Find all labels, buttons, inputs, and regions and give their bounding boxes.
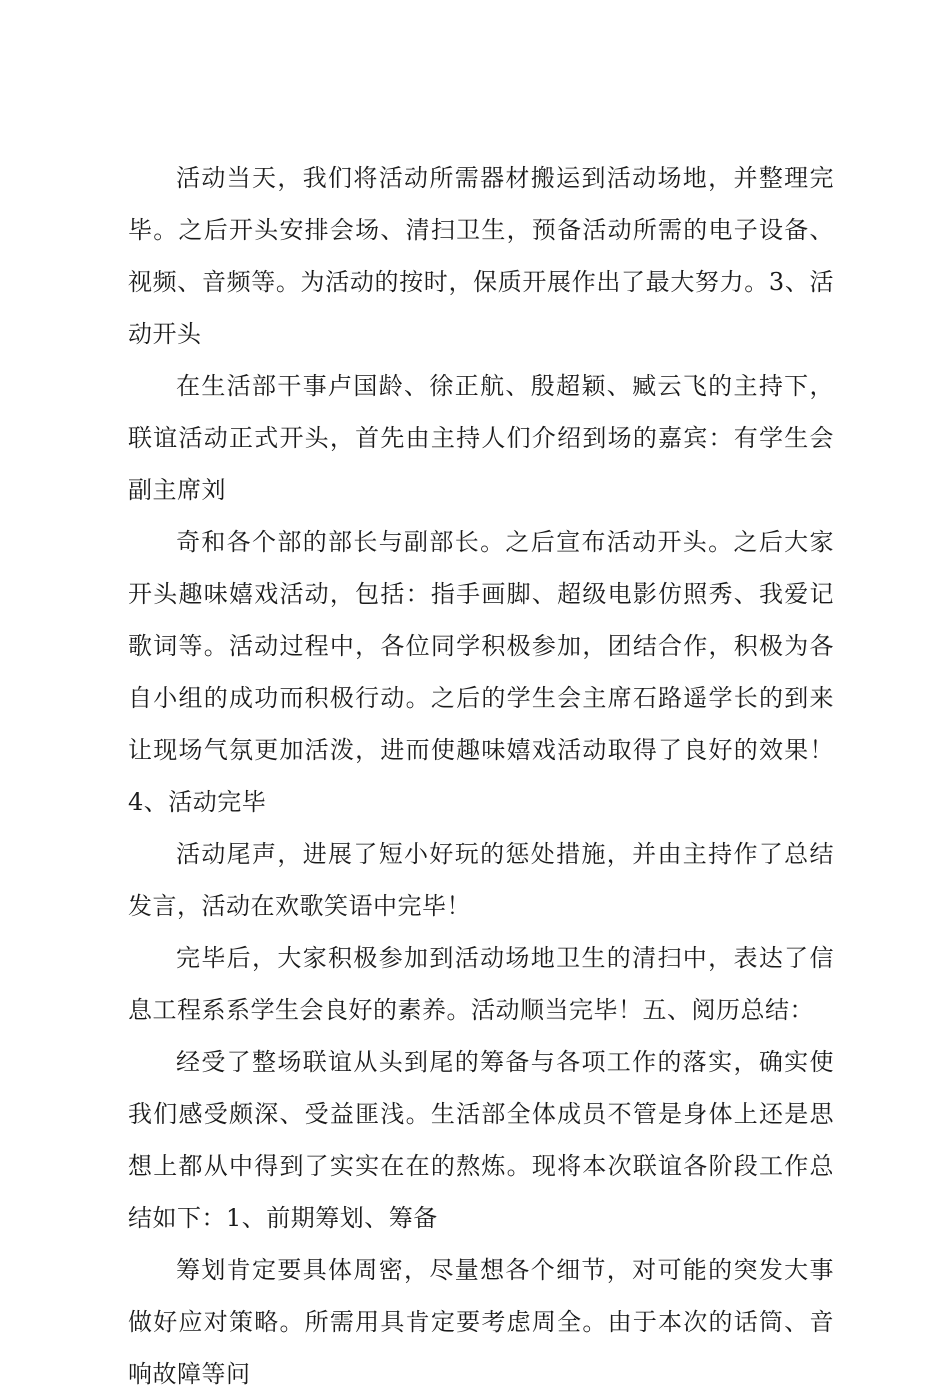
paragraph-4: 活动尾声，进展了短小好玩的惩处措施，并由主持作了总结发言，活动在欢歌笑语中完毕！ xyxy=(128,840,834,920)
paragraph-3: 奇和各个部的部长与副部长。之后宣布活动开头。之后大家开头趣味嬉戏活动，包括：指手画脚、超级电影仿照秀、我爱记歌词等。活动过程中，各位同学积极参加，团结合作，积极为各自小组的成功而积极行动。之后的学生会主席石路遥学长的到来让现场气氛更加活泼，进而使趣味嬉戏活动取得了良好的效果！4、活动完毕 xyxy=(128,528,834,816)
document-body xyxy=(128,152,834,1400)
paragraph-1: 活动当天，我们将活动所需器材搬运到活动场地，并整理完毕。之后开头安排会场、清扫卫生，预备活动所需的电子设备、视频、音频等。为活动的按时，保质开展作出了最大努力。3、活动开头 xyxy=(128,164,834,348)
paragraph-7: 筹划肯定要具体周密，尽量想各个细节，对可能的突发大事做好应对策略。所需用具肯定要考虑周全。由于本次的话筒、音响故障等问 xyxy=(128,1256,834,1388)
paragraph-5: 完毕后，大家积极参加到活动场地卫生的清扫中，表达了信息工程系系学生会良好的素养。活动顺当完毕！五、阅历总结： xyxy=(128,944,834,1024)
paragraph-6: 经受了整场联谊从头到尾的筹备与各项工作的落实，确实使我们感受颇深、受益匪浅。生活部全体成员不管是身体上还是思想上都从中得到了实实在在的熬炼。现将本次联谊各阶段工作总结如下：1、前期筹划、筹备 xyxy=(128,1048,834,1232)
paragraph-2: 在生活部干事卢国龄、徐正航、殷超颖、臧云飞的主持下，联谊活动正式开头，首先由主持人们介绍到场的嘉宾：有学生会副主席刘 xyxy=(128,372,834,504)
